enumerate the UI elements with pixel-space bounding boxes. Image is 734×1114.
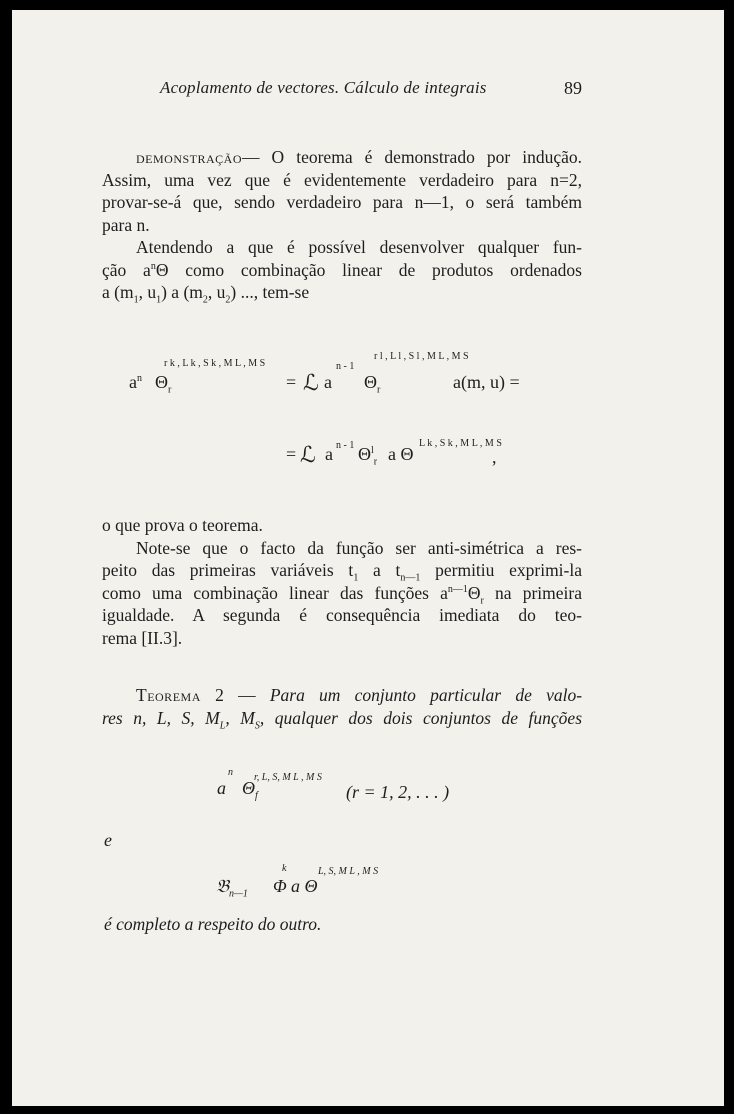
atendendo-line-1: Atendendo a que é possível desenvolver qualquer fun- <box>136 237 582 257</box>
conclusion-line-3: peito das primeiras variáveis $t_1$ a $t_{n—1}$ permitiu exprimi-la <box>102 560 583 584</box>
conclusion-line-5: igualdade. A segunda é consequência imediata do teo- <box>102 605 582 625</box>
f2-b: 𝔅$_{n—1}$ <box>216 876 248 900</box>
f2-a-theta: a Θ <box>291 876 318 896</box>
page-number: 89 <box>564 78 582 98</box>
atendendo-paragraph <box>102 236 582 304</box>
eq1-rhs-a: a <box>324 372 332 392</box>
eq1-rhs-superscripts: r l , L l , S l , M L , M S <box>374 351 469 362</box>
f2-superscripts: L, S, M L , M S <box>318 866 379 877</box>
eq1-equals: = <box>286 372 297 392</box>
proof-line-2: Assim, uma vez que é evidentemente verdadeiro para n=2, <box>102 169 582 190</box>
theorem-line-2: res n, L, S, $M_L$, $M_S$, qualquer dos dois conjuntos de funções <box>102 707 583 731</box>
eq1-rhs-exponent: n - 1 <box>336 361 355 372</box>
f1-theta: $\Theta_f$ <box>242 778 258 802</box>
eq2-comma: , <box>492 447 497 467</box>
f1-range: (r = 1, 2, . . . ) <box>346 782 450 802</box>
running-title: Acoplamento de vectores. Cálculo de integrais <box>160 78 487 97</box>
f2-phi-sup: k <box>282 863 287 874</box>
eq2-a: a <box>325 444 333 464</box>
theorem-line-1: Teorema 2 — Para um conjunto particular de valo- <box>136 685 583 705</box>
conclusion-line-1: o que prova o teorema. <box>102 515 263 535</box>
eq2-exponent: n - 1 <box>336 440 355 451</box>
eq1-rhs-tail: a(m, u) = <box>453 372 520 392</box>
final-line: é completo a respeito do outro. <box>104 914 322 934</box>
f1-a: a <box>217 778 226 798</box>
eq2-script-l: ℒ <box>300 442 316 467</box>
proof-paragraph <box>102 146 582 236</box>
eq2-theta: $\Theta^l_r$ <box>358 444 378 468</box>
conclusion-line-6: rema [II.3]. <box>102 627 183 648</box>
proof-line-1: — O teorema é demonstrado por indução. <box>242 147 582 167</box>
eq1-lhs-a: $a^n$ <box>129 372 142 392</box>
eq2-equals: = <box>286 444 297 464</box>
atendendo-line-3: a ($m_1$, $u_1$) a ($m_2$, $u_2$) ..., tem-se <box>102 282 310 306</box>
conclusion-paragraph <box>102 514 582 649</box>
theorem-paragraph <box>102 684 582 729</box>
eq2-superscripts: L k , S k , M L , M S <box>419 438 502 449</box>
proof-line-4: para n. <box>102 214 150 235</box>
proof-label: demonstração <box>136 147 243 167</box>
book-page <box>12 10 724 1106</box>
connector-e: e <box>104 830 112 850</box>
theorem-label: Teorema <box>136 685 201 705</box>
f2-phi: Φ <box>273 876 287 896</box>
proof-line-3: provar-se-á que, sendo verdadeiro para n—1, o será também <box>102 192 582 212</box>
eq2-a-theta: a Θ <box>388 444 414 464</box>
f1-superscripts: r, L, S, M L , M S <box>254 772 322 783</box>
conclusion-line-2: Note-se que o facto da função ser anti-simétrica a res- <box>136 537 582 558</box>
eq1-rhs-theta: $\Theta_r$ <box>364 372 381 396</box>
f1-exponent: n <box>228 767 233 778</box>
atendendo-line-2: ção $a^n\Theta$ como combinação linear de produtos ordenados <box>102 259 582 280</box>
conclusion-line-4: como uma combinação linear das funções $a^{n—1}\Theta_r$ na primeira <box>102 582 582 606</box>
eq1-lhs-superscripts: r k , L k , S k , M L , M S <box>164 358 266 369</box>
eq1-script-l: ℒ <box>303 370 319 395</box>
eq1-lhs-theta: $\Theta_r$ <box>155 372 172 396</box>
